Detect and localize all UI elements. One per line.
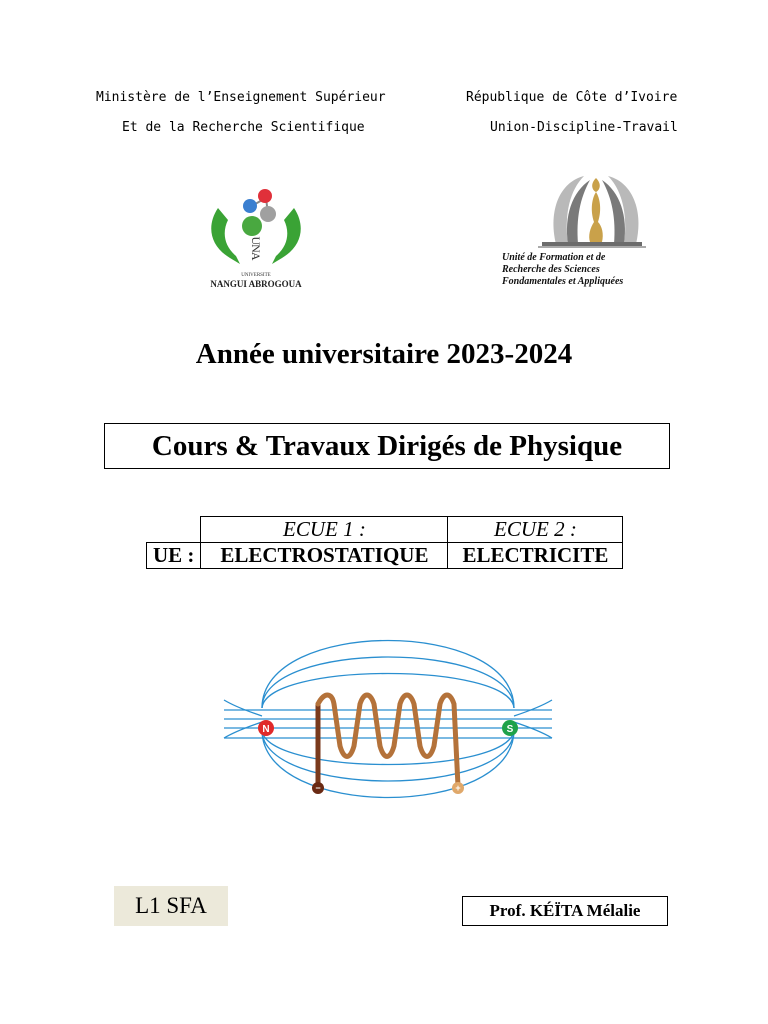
academic-year-title: Année universitaire 2023-2024 (195, 338, 573, 370)
course-title: Cours & Travaux Dirigés de Physique (151, 429, 623, 462)
ecue2-value: ELECTRICITE (448, 543, 623, 569)
coil (318, 695, 458, 786)
ufr-logo-line-1: Unité de Formation et de (502, 252, 606, 263)
republic-line-2: Union-Discipline-Travail (490, 120, 678, 135)
plus-terminal-label: + (455, 783, 461, 793)
university-logo-name: NANGUI ABROGOUA (210, 279, 302, 289)
ue-table (146, 516, 623, 569)
course-title-box (104, 423, 670, 469)
ufr-logo (498, 170, 688, 292)
professor-name: Prof. KÉÏTA Mélalie (489, 901, 641, 920)
university-logo-small: UNIVERSITE (241, 273, 271, 278)
ue-table-empty-cell (147, 517, 201, 543)
ufr-logo-line-3: Fondamentales et Appliquées (502, 276, 624, 287)
university-logo (196, 186, 316, 292)
level-label: L1 SFA (135, 893, 207, 918)
ufr-logo-line-2: Recherche des Sciences (502, 264, 600, 275)
solenoid-illustration (222, 626, 554, 832)
field-lines (224, 641, 552, 798)
south-pole-label: S (506, 724, 514, 735)
ministry-line-2: Et de la Recherche Scientifique (122, 120, 365, 135)
ecue1-label: ECUE 1 : (201, 517, 448, 543)
ecue1-value: ELECTROSTATIQUE (201, 543, 448, 569)
ministry-line-1: Ministère de l’Enseignement Supérieur (96, 90, 386, 105)
north-pole-label: N (262, 724, 270, 735)
professor-box (462, 896, 668, 926)
ue-label: UE : (147, 543, 201, 569)
level-badge (114, 886, 228, 926)
republic-line-1: République de Côte d’Ivoire (466, 90, 678, 105)
ecue2-label: ECUE 2 : (448, 517, 623, 543)
university-logo-letters: UNA (249, 236, 263, 260)
minus-terminal-label: − (315, 783, 321, 793)
